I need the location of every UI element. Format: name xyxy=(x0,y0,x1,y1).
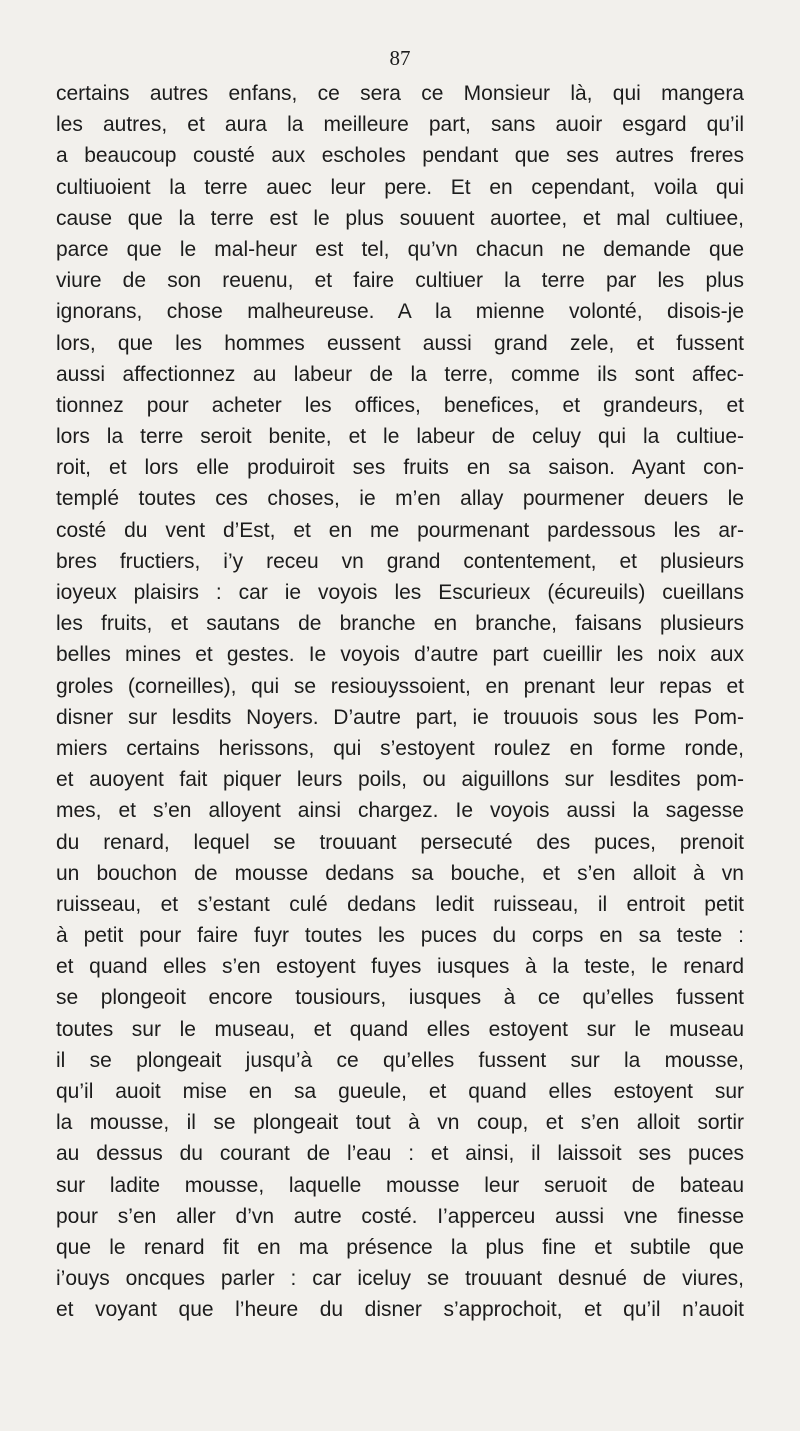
text-line: du renard, lequel se trouuant persecuté des puces, prenoit xyxy=(56,830,744,854)
body-text xyxy=(56,78,744,1326)
text-line: costé du vent d’Est, et en me pourmenant pardessous les ar- xyxy=(56,518,744,542)
page-number: 87 xyxy=(389,46,411,70)
text-line: cultiuoient la terre auec leur pere. Et en cependant, voila qui xyxy=(56,175,744,199)
text-line: et quand elles s’en estoyent fuyes iusques à la teste, le renard xyxy=(56,955,744,979)
text-line: que le renard fit en ma présence la plus fine et subtile que xyxy=(56,1235,744,1259)
text-line: groles (corneilles), qui se resiouyssoient, en prenant leur repas et xyxy=(56,674,744,698)
text-line: aussi affectionnez au labeur de la terre, comme ils sont affec- xyxy=(56,362,744,386)
text-line: cause que la terre est le plus souuent auortee, et mal cultiuee, xyxy=(56,206,744,230)
text-line: toutes sur le museau, et quand elles estoyent sur le museau xyxy=(56,1017,744,1041)
text-line: il se plongeait jusqu’à ce qu’elles fussent sur la mousse, xyxy=(56,1048,744,1072)
text-line: bres fructiers, i’y receu vn grand contentement, et plusieurs xyxy=(56,549,744,573)
text-line: la mousse, il se plongeait tout à vn coup, et s’en alloit sortir xyxy=(56,1111,744,1135)
text-line: ruisseau, et s’estant culé dedans ledit ruisseau, il entroit petit xyxy=(56,892,744,916)
text-line: lors, que les hommes eussent aussi grand zele, et fussent xyxy=(56,331,744,355)
text-line: mes, et s’en alloyent ainsi chargez. Ie voyois aussi la sagesse xyxy=(56,799,744,823)
text-line: au dessus du courant de l’eau : et ainsi, il laissoit ses puces xyxy=(56,1142,744,1166)
text-line: templé toutes ces choses, ie m’en allay pourmener deuers le xyxy=(56,487,744,511)
text-line: parce que le mal-heur est tel, qu’vn chacun ne demande que xyxy=(56,237,744,261)
text-line: pour s’en aller d’vn autre costé. I’apperceu aussi vne finesse xyxy=(56,1204,744,1228)
text-line: et voyant que l’heure du disner s’approchoit, et qu’il n’auoit xyxy=(56,1298,744,1322)
text-line: i’ouys oncques parler : car iceluy se trouuant desnué de viures, xyxy=(56,1267,744,1291)
text-line: ioyeux plaisirs : car ie voyois les Escurieux (écureuils) cueillans xyxy=(56,581,744,604)
text-line: lors la terre seroit benite, et le labeur de celuy qui la cultiue- xyxy=(56,425,744,449)
text-line: ignorans, chose malheureuse. A la mienne volonté, disois-je xyxy=(56,300,744,324)
text-line: tionnez pour acheter les offices, benefices, et grandeurs, et xyxy=(56,393,744,417)
text-line: roit, et lors elle produiroit ses fruits en sa saison. Ayant con- xyxy=(56,456,744,480)
text-line: et auoyent fait piquer leurs poils, ou aiguillons sur lesdites pom- xyxy=(56,768,744,792)
text-line: à petit pour faire fuyr toutes les puces du corps en sa teste : xyxy=(56,924,744,948)
text-line: les fruits, et sautans de branche en branche, faisans plusieurs xyxy=(56,612,744,636)
text-line: les autres, et aura la meilleure part, sans auoir esgard qu’il xyxy=(56,113,744,137)
text-line: viure de son reuenu, et faire cultiuer la terre par les plus xyxy=(56,269,744,293)
text-line: belles mines et gestes. Ie voyois d’autre part cueillir les noix aux xyxy=(56,643,744,667)
text-line: disner sur lesdits Noyers. D’autre part, ie trouuois sous les Pom- xyxy=(56,705,744,729)
text-line: a beaucoup cousté aux eschoIes pendant que ses autres freres xyxy=(56,144,744,168)
text-line: miers certains herissons, qui s’estoyent roulez en forme ronde, xyxy=(56,736,744,760)
text-line: qu’il auoit mise en sa gueule, et quand elles estoyent sur xyxy=(56,1080,744,1103)
text-line: sur ladite mousse, laquelle mousse leur seruoit de bateau xyxy=(56,1173,744,1197)
text-line: se plongeoit encore tousiours, iusques à ce qu’elles fussent xyxy=(56,986,744,1010)
text-line: un bouchon de mousse dedans sa bouche, et s’en alloit à vn xyxy=(56,861,744,885)
text-line: certains autres enfans, ce sera ce Monsieur là, qui mangera xyxy=(56,82,744,105)
